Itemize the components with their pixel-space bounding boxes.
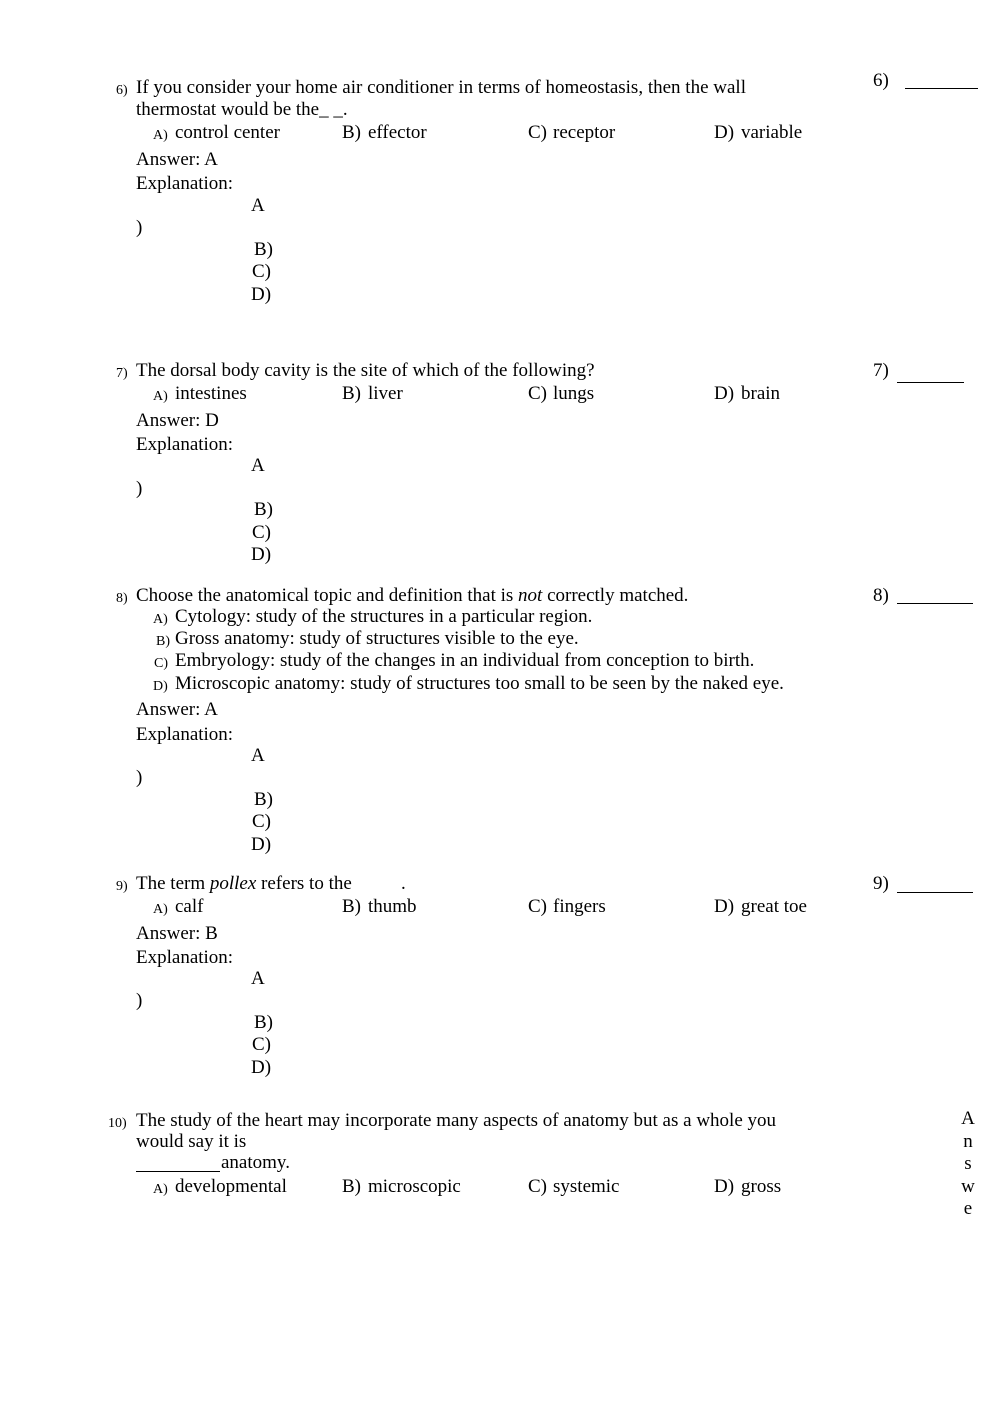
option-letter: C)	[528, 122, 547, 143]
explanation-label: Explanation:	[136, 947, 234, 968]
option-letter: B)	[342, 122, 361, 143]
option-text: systemic	[553, 1176, 620, 1197]
stem-italic-word: pollex	[209, 873, 257, 894]
explanation-letter: C)	[252, 261, 271, 282]
option-text: Cytology: study of the structures in a particular region.	[175, 606, 593, 627]
question-stem-line: If you consider your home air conditioner in terms of homeostasis, then the wall	[136, 77, 746, 98]
margin-vertical-label	[961, 1108, 975, 1221]
option-letter: B)	[156, 634, 170, 649]
question-stem	[136, 873, 352, 895]
option-letter: A)	[153, 1182, 168, 1197]
explanation-letter: A	[251, 745, 265, 766]
option-letter: A)	[153, 128, 168, 143]
option-text: calf	[175, 896, 204, 917]
option-letter: D)	[714, 122, 735, 143]
option-text: control center	[175, 122, 280, 143]
option-text: Gross anatomy: study of structures visible to the eye.	[175, 628, 579, 649]
margin-number: 7)	[873, 360, 889, 381]
explanation-letter: D)	[251, 1057, 272, 1078]
option-text: fingers	[553, 896, 606, 917]
option-letter: D)	[714, 896, 735, 917]
question-number: 7)	[116, 366, 128, 381]
answer-blank[interactable]	[897, 603, 973, 604]
explanation-letter: D)	[251, 544, 272, 565]
question-number: 6)	[116, 83, 128, 98]
question-stem-line: The dorsal body cavity is the site of which of the following?	[136, 360, 595, 381]
explanation-letter: )	[136, 990, 143, 1011]
explanation-letter: )	[136, 767, 143, 788]
answer-line: Answer: D	[136, 410, 219, 431]
stem-period: .	[401, 873, 406, 894]
explanation-letter: C)	[252, 522, 271, 543]
explanation-label: Explanation:	[136, 173, 234, 194]
margin-letter: s	[964, 1153, 972, 1174]
option-text: intestines	[175, 383, 247, 404]
stem-text: Choose the anatomical topic and definition that is	[136, 585, 519, 606]
option-letter: A)	[153, 612, 168, 627]
question-number: 10)	[108, 1116, 127, 1131]
question-number: 9)	[116, 879, 128, 894]
option-text: thumb	[368, 896, 417, 917]
explanation-label: Explanation:	[136, 434, 234, 455]
option-text: gross	[741, 1176, 782, 1197]
explanation-letter: A	[251, 968, 265, 989]
option-letter: D)	[714, 383, 735, 404]
question-stem-line: would say it is	[136, 1131, 247, 1152]
option-letter: C)	[154, 656, 168, 671]
stem-text: correctly matched.	[542, 585, 689, 606]
explanation-letter: C)	[252, 811, 271, 832]
answer-blank[interactable]	[905, 88, 978, 89]
question-stem-line: anatomy.	[221, 1152, 290, 1173]
option-letter: D)	[714, 1176, 735, 1197]
explanation-letter: )	[136, 217, 143, 238]
explanation-label: Explanation:	[136, 724, 234, 745]
margin-letter: A	[961, 1108, 975, 1129]
option-text: brain	[741, 383, 781, 404]
margin-number: 6)	[873, 70, 889, 91]
option-text: Embryology: study of the changes in an individual from conception to birth.	[175, 650, 755, 671]
option-text: Microscopic anatomy: study of structures too small to be seen by the naked eye.	[175, 673, 784, 694]
explanation-letter: A	[251, 455, 265, 476]
question-stem-line: The study of the heart may incorporate many aspects of anatomy but as a whole you	[136, 1110, 776, 1131]
explanation-letter: B)	[254, 499, 273, 520]
explanation-letter: D)	[251, 284, 272, 305]
option-text: effector	[368, 122, 427, 143]
answer-line: Answer: A	[136, 149, 218, 170]
stem-text: refers to the	[256, 873, 352, 894]
explanation-letter: B)	[254, 239, 273, 260]
stem-italic-word: not	[518, 585, 543, 606]
question-stem-line: thermostat would be the_ _.	[136, 99, 348, 120]
option-letter: B)	[342, 1176, 361, 1197]
explanation-letter: B)	[254, 789, 273, 810]
answer-blank[interactable]	[897, 892, 973, 893]
option-text: liver	[368, 383, 403, 404]
margin-number: 8)	[873, 585, 889, 606]
option-letter: D)	[153, 679, 168, 694]
stem-text: The term	[136, 873, 210, 894]
option-text: receptor	[553, 122, 616, 143]
explanation-letter: A	[251, 195, 265, 216]
option-letter: B)	[342, 383, 361, 404]
option-letter: C)	[528, 383, 547, 404]
margin-number: 9)	[873, 873, 889, 894]
margin-letter: e	[963, 1198, 973, 1219]
option-letter: A)	[153, 902, 168, 917]
option-letter: A)	[153, 389, 168, 404]
answer-line: Answer: B	[136, 923, 218, 944]
margin-letter: w	[961, 1175, 975, 1197]
option-letter: B)	[342, 896, 361, 917]
question-number: 8)	[116, 591, 128, 606]
option-letter: C)	[528, 1176, 547, 1197]
option-letter: C)	[528, 896, 547, 917]
option-text: microscopic	[368, 1176, 461, 1197]
explanation-letter: )	[136, 478, 143, 499]
question-stem	[136, 585, 688, 607]
explanation-letter: D)	[251, 834, 272, 855]
answer-blank[interactable]	[897, 382, 964, 383]
explanation-letter: B)	[254, 1012, 273, 1033]
margin-letter: n	[963, 1130, 973, 1152]
answer-line: Answer: A	[136, 699, 218, 720]
option-text: lungs	[553, 383, 595, 404]
option-text: great toe	[741, 896, 807, 917]
fill-in-blank[interactable]	[136, 1171, 220, 1172]
option-text: developmental	[175, 1176, 287, 1197]
explanation-letter: C)	[252, 1034, 271, 1055]
option-text: variable	[741, 122, 803, 143]
